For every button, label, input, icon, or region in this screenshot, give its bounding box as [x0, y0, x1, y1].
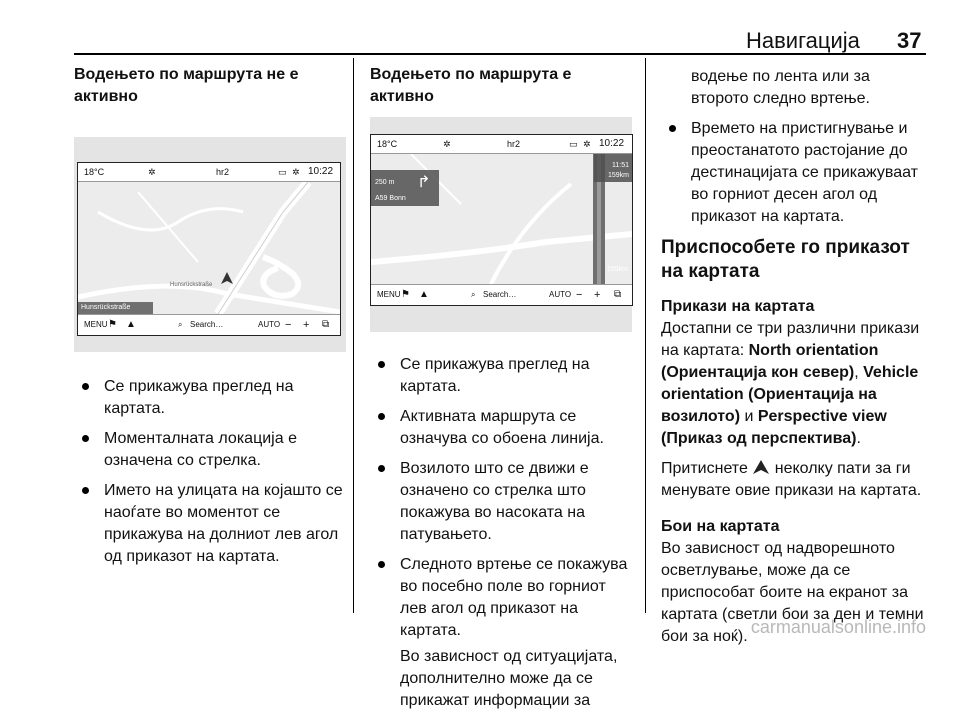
- text: и: [740, 408, 758, 425]
- bullet-list-3: [661, 118, 929, 228]
- map-view-icon[interactable]: ▲: [126, 319, 136, 330]
- phone-icon[interactable]: ▭: [569, 139, 578, 149]
- zoom-auto-button[interactable]: AUTO: [549, 290, 572, 299]
- bottom-bar: [371, 284, 632, 305]
- settings-icon[interactable]: ✲: [148, 167, 156, 177]
- zoom-out-button[interactable]: −: [285, 319, 292, 331]
- search-icon[interactable]: ⌕: [471, 290, 476, 299]
- option-north-orientation: North orientation (Ориентација кон север): [661, 342, 879, 381]
- text: Достапни се три различни прикази на картата:: [661, 320, 920, 359]
- text: неколку пати за ги менувате овие прикази на картата.: [661, 460, 922, 499]
- subheading-map-views: Прикази на картата: [661, 298, 815, 315]
- text: ,: [854, 364, 864, 381]
- column-3: [661, 64, 929, 648]
- option-vehicle-orientation: Vehicle orientation (Ориентација на возилото): [661, 364, 919, 425]
- menu-button[interactable]: MENU: [84, 320, 108, 329]
- chapter-title: Навигација: [746, 28, 860, 53]
- list-item: Активната маршрута се означува со обоена линија.: [370, 406, 635, 450]
- bottom-bar: [78, 314, 340, 335]
- status-bar: [371, 135, 632, 154]
- list-item: Моменталната локација е означена со стрелка.: [74, 428, 346, 472]
- page-number: 37: [897, 28, 922, 53]
- list-item: Следното вртење се покажува во посебно поле во горниот лев агол од приказот на картата.: [370, 554, 635, 642]
- column-divider-2: [645, 58, 646, 613]
- search-icon[interactable]: ⌕: [178, 320, 183, 329]
- turn-road: A59 Bonn: [375, 195, 406, 202]
- zoom-auto-button[interactable]: AUTO: [258, 320, 281, 329]
- menu-button[interactable]: MENU: [377, 290, 401, 299]
- remaining-distance: 159km: [607, 172, 629, 179]
- screenshot-guidance-active: [370, 117, 632, 332]
- infotainment-screen: [77, 162, 341, 336]
- list-item: Времето на пристигнување и преостанатото растојание до дестинацијата се прикажуваат во горниот десен агол од приказот на картата.: [661, 118, 929, 228]
- note-paragraph: Во зависност од ситуацијата, дополнително може да се прикажат информации за: [400, 648, 618, 709]
- search-field[interactable]: Search…: [483, 290, 517, 299]
- status-bar: [78, 163, 340, 182]
- temperature: 18°C: [377, 139, 398, 149]
- column-1: [74, 64, 346, 576]
- column-2: [370, 64, 635, 712]
- list-item: Се прикажува преглед на картата.: [370, 354, 635, 398]
- temperature: 18°C: [84, 167, 105, 177]
- options-icon[interactable]: ⧉: [614, 289, 622, 300]
- map-view[interactable]: [371, 154, 632, 284]
- section-heading-guidance-inactive: Водењето по маршрута не е активно: [74, 66, 299, 105]
- option-perspective-view: Perspective view (Приказ од перспектива): [661, 408, 887, 447]
- clock: 10:22: [308, 166, 334, 177]
- zoom-out-button[interactable]: −: [576, 289, 583, 301]
- map-colours-paragraph: Во зависност од надворешното осветлување, може да се приспособат боите на екранот за картата (светли бои за ден и темни бои за ноќ).: [661, 540, 924, 645]
- route-distance-label: 159km: [606, 266, 628, 273]
- turn-distance: 250 m: [375, 179, 395, 186]
- options-icon[interactable]: ⧉: [322, 319, 330, 330]
- flag-icon[interactable]: ⚑: [108, 319, 117, 330]
- section-heading-guidance-active: Водењето по маршрута е активно: [370, 66, 572, 105]
- map-view-icon[interactable]: ▲: [419, 289, 429, 300]
- press-instruction-paragraph: [661, 458, 929, 502]
- search-field[interactable]: Search…: [190, 320, 224, 329]
- gear-icon[interactable]: ✲: [292, 167, 300, 177]
- bullet-list-2: [370, 354, 635, 642]
- continued-paragraph: водење по лента или за второто следно вртење.: [691, 68, 870, 107]
- zoom-in-button[interactable]: +: [303, 319, 310, 331]
- profile-label: hr2: [507, 139, 521, 149]
- subheading-map-colours: Бои на картата: [661, 518, 780, 535]
- infotainment-screen: [370, 134, 633, 306]
- map-views-paragraph: [661, 318, 929, 450]
- map-place-label: Hunsrückstraße: [170, 282, 213, 288]
- next-turn-panel: [371, 170, 439, 206]
- list-item: Се прикажува преглед на картата.: [74, 376, 346, 420]
- turn-right-icon: ↱: [417, 174, 431, 191]
- header-rule: [74, 53, 926, 55]
- flag-icon[interactable]: ⚑: [401, 289, 410, 300]
- phone-icon[interactable]: ▭: [278, 167, 287, 177]
- profile-label: hr2: [216, 167, 230, 177]
- watermark: carmanualsonline.info: [750, 617, 926, 637]
- navigation-arrow-icon: [752, 459, 770, 475]
- zoom-in-button[interactable]: +: [594, 289, 601, 301]
- gear-icon[interactable]: ✲: [583, 139, 591, 149]
- list-item: Името на улицата на којашто се наоѓате во моментот се прикажува на долниот лев агол од приказот на картата.: [74, 480, 346, 568]
- map-view[interactable]: [78, 182, 340, 314]
- text: Притиснете: [661, 460, 753, 477]
- bullet-list-1: [74, 376, 346, 568]
- street-name-bar: [78, 302, 153, 314]
- clock: 10:22: [599, 138, 625, 149]
- section-heading-map-display: Приспособете го приказот на картата: [661, 237, 910, 282]
- column-divider-1: [353, 58, 354, 613]
- arrival-panel: [594, 154, 632, 182]
- settings-icon[interactable]: ✲: [443, 139, 451, 149]
- text: .: [856, 430, 861, 447]
- screenshot-guidance-inactive: [74, 137, 346, 352]
- list-item: Возилото што се движи е означено со стрелка што покажува во насоката на патувањето.: [370, 458, 635, 546]
- street-name: Hunsrückstraße: [81, 304, 131, 311]
- arrival-time: 11:51: [612, 162, 629, 169]
